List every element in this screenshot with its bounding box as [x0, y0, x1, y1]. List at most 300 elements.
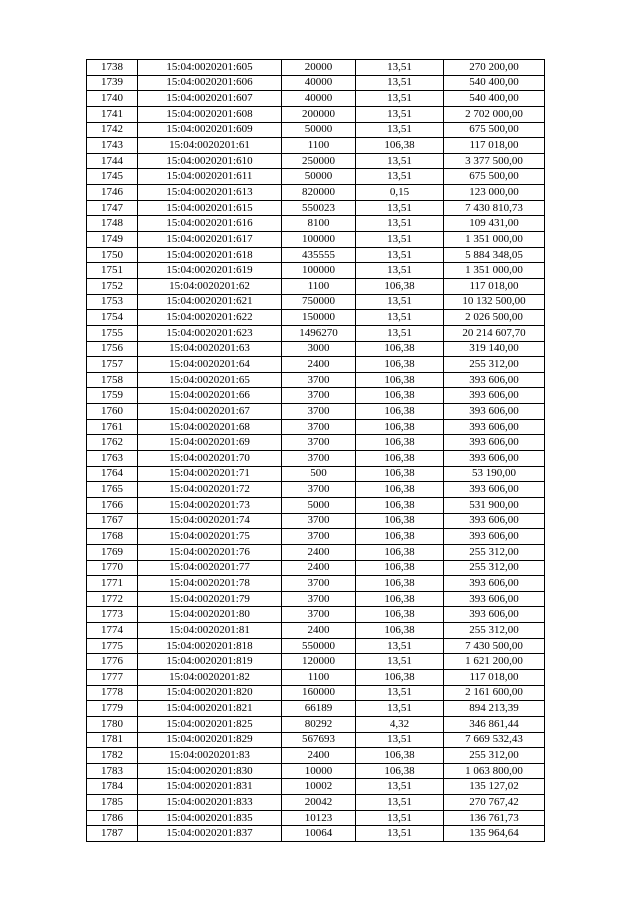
- rate-cell: 106,38: [356, 451, 444, 467]
- area-cell: 40000: [282, 75, 356, 91]
- rate-cell: 13,51: [356, 247, 444, 263]
- area-cell: 2400: [282, 544, 356, 560]
- area-cell: 20000: [282, 60, 356, 76]
- value-cell: 255 312,00: [444, 748, 545, 764]
- row-number-cell: 1753: [87, 294, 138, 310]
- rate-cell: 106,38: [356, 404, 444, 420]
- area-cell: 40000: [282, 91, 356, 107]
- value-cell: 1 351 000,00: [444, 232, 545, 248]
- table-row: [87, 482, 545, 498]
- row-number-cell: 1755: [87, 325, 138, 341]
- table-row: [87, 654, 545, 670]
- rate-cell: 106,38: [356, 497, 444, 513]
- rate-cell: 106,38: [356, 529, 444, 545]
- rate-cell: 4,32: [356, 716, 444, 732]
- cadastral-number-cell: 15:04:0020201:613: [138, 185, 282, 201]
- rate-cell: 13,51: [356, 232, 444, 248]
- cadastral-number-cell: 15:04:0020201:821: [138, 701, 282, 717]
- row-number-cell: 1776: [87, 654, 138, 670]
- row-number-cell: 1766: [87, 497, 138, 513]
- cadastral-number-cell: 15:04:0020201:622: [138, 310, 282, 326]
- area-cell: 160000: [282, 685, 356, 701]
- rate-cell: 13,51: [356, 216, 444, 232]
- table-row: [87, 169, 545, 185]
- table-row: [87, 200, 545, 216]
- area-cell: 1100: [282, 669, 356, 685]
- row-number-cell: 1765: [87, 482, 138, 498]
- table-row: [87, 278, 545, 294]
- area-cell: 80292: [282, 716, 356, 732]
- value-cell: 393 606,00: [444, 513, 545, 529]
- rate-cell: 106,38: [356, 669, 444, 685]
- table-row: [87, 513, 545, 529]
- value-cell: 393 606,00: [444, 591, 545, 607]
- area-cell: 500: [282, 466, 356, 482]
- area-cell: 2400: [282, 357, 356, 373]
- table-row: [87, 544, 545, 560]
- area-cell: 3700: [282, 513, 356, 529]
- value-cell: 7 430 810,73: [444, 200, 545, 216]
- cadastral-number-cell: 15:04:0020201:837: [138, 826, 282, 842]
- table-row: [87, 716, 545, 732]
- row-number-cell: 1756: [87, 341, 138, 357]
- table-row: [87, 607, 545, 623]
- value-cell: 894 213,39: [444, 701, 545, 717]
- area-cell: 10000: [282, 763, 356, 779]
- table-row: [87, 294, 545, 310]
- value-cell: 3 377 500,00: [444, 153, 545, 169]
- cadastral-number-cell: 15:04:0020201:80: [138, 607, 282, 623]
- row-number-cell: 1751: [87, 263, 138, 279]
- table-body: [87, 60, 545, 842]
- row-number-cell: 1767: [87, 513, 138, 529]
- value-cell: 393 606,00: [444, 388, 545, 404]
- rate-cell: 106,38: [356, 388, 444, 404]
- rate-cell: 13,51: [356, 779, 444, 795]
- row-number-cell: 1746: [87, 185, 138, 201]
- area-cell: 1100: [282, 278, 356, 294]
- table-row: [87, 138, 545, 154]
- cadastral-number-cell: 15:04:0020201:68: [138, 419, 282, 435]
- table-row: [87, 763, 545, 779]
- row-number-cell: 1768: [87, 529, 138, 545]
- value-cell: 255 312,00: [444, 544, 545, 560]
- area-cell: 3700: [282, 591, 356, 607]
- cadastral-number-cell: 15:04:0020201:833: [138, 795, 282, 811]
- table-row: [87, 560, 545, 576]
- cadastral-number-cell: 15:04:0020201:623: [138, 325, 282, 341]
- cadastral-number-cell: 15:04:0020201:81: [138, 623, 282, 639]
- row-number-cell: 1775: [87, 638, 138, 654]
- rate-cell: 106,38: [356, 419, 444, 435]
- rate-cell: 106,38: [356, 748, 444, 764]
- table-row: [87, 810, 545, 826]
- cadastral-number-cell: 15:04:0020201:79: [138, 591, 282, 607]
- cadastral-number-cell: 15:04:0020201:818: [138, 638, 282, 654]
- value-cell: 5 884 348,05: [444, 247, 545, 263]
- rate-cell: 13,51: [356, 325, 444, 341]
- value-cell: 393 606,00: [444, 419, 545, 435]
- table-row: [87, 388, 545, 404]
- value-cell: 10 132 500,00: [444, 294, 545, 310]
- table-row: [87, 701, 545, 717]
- cadastral-number-cell: 15:04:0020201:835: [138, 810, 282, 826]
- area-cell: 100000: [282, 232, 356, 248]
- value-cell: 393 606,00: [444, 435, 545, 451]
- row-number-cell: 1758: [87, 372, 138, 388]
- area-cell: 550023: [282, 200, 356, 216]
- row-number-cell: 1769: [87, 544, 138, 560]
- row-number-cell: 1749: [87, 232, 138, 248]
- area-cell: 2400: [282, 748, 356, 764]
- rate-cell: 13,51: [356, 263, 444, 279]
- value-cell: 393 606,00: [444, 529, 545, 545]
- table-row: [87, 795, 545, 811]
- cadastral-number-cell: 15:04:0020201:67: [138, 404, 282, 420]
- row-number-cell: 1773: [87, 607, 138, 623]
- cadastral-number-cell: 15:04:0020201:69: [138, 435, 282, 451]
- cadastral-number-cell: 15:04:0020201:605: [138, 60, 282, 76]
- area-cell: 3700: [282, 607, 356, 623]
- area-cell: 3700: [282, 372, 356, 388]
- cadastral-number-cell: 15:04:0020201:618: [138, 247, 282, 263]
- row-number-cell: 1771: [87, 576, 138, 592]
- area-cell: 1496270: [282, 325, 356, 341]
- value-cell: 675 500,00: [444, 122, 545, 138]
- rate-cell: 13,51: [356, 810, 444, 826]
- area-cell: 1100: [282, 138, 356, 154]
- cadastral-number-cell: 15:04:0020201:608: [138, 106, 282, 122]
- table-row: [87, 638, 545, 654]
- row-number-cell: 1778: [87, 685, 138, 701]
- value-cell: 1 351 000,00: [444, 263, 545, 279]
- rate-cell: 106,38: [356, 607, 444, 623]
- table-row: [87, 341, 545, 357]
- row-number-cell: 1752: [87, 278, 138, 294]
- value-cell: 255 312,00: [444, 357, 545, 373]
- area-cell: 3700: [282, 435, 356, 451]
- cadastral-number-cell: 15:04:0020201:606: [138, 75, 282, 91]
- rate-cell: 106,38: [356, 763, 444, 779]
- rate-cell: 106,38: [356, 576, 444, 592]
- table-row: [87, 576, 545, 592]
- row-number-cell: 1747: [87, 200, 138, 216]
- value-cell: 675 500,00: [444, 169, 545, 185]
- table-row: [87, 466, 545, 482]
- area-cell: 50000: [282, 122, 356, 138]
- value-cell: 1 063 800,00: [444, 763, 545, 779]
- rate-cell: 106,38: [356, 482, 444, 498]
- area-cell: 3700: [282, 576, 356, 592]
- area-cell: 50000: [282, 169, 356, 185]
- value-cell: 7 430 500,00: [444, 638, 545, 654]
- area-cell: 200000: [282, 106, 356, 122]
- table-row: [87, 669, 545, 685]
- land-parcel-table: [86, 59, 545, 842]
- table-row: [87, 623, 545, 639]
- row-number-cell: 1754: [87, 310, 138, 326]
- cadastral-number-cell: 15:04:0020201:63: [138, 341, 282, 357]
- rate-cell: 106,38: [356, 591, 444, 607]
- table-row: [87, 357, 545, 373]
- rate-cell: 106,38: [356, 372, 444, 388]
- cadastral-number-cell: 15:04:0020201:76: [138, 544, 282, 560]
- value-cell: 109 431,00: [444, 216, 545, 232]
- area-cell: 120000: [282, 654, 356, 670]
- area-cell: 3000: [282, 341, 356, 357]
- cadastral-number-cell: 15:04:0020201:73: [138, 497, 282, 513]
- rate-cell: 13,51: [356, 685, 444, 701]
- rate-cell: 106,38: [356, 278, 444, 294]
- area-cell: 820000: [282, 185, 356, 201]
- cadastral-number-cell: 15:04:0020201:65: [138, 372, 282, 388]
- area-cell: 3700: [282, 388, 356, 404]
- value-cell: 255 312,00: [444, 560, 545, 576]
- rate-cell: 13,51: [356, 75, 444, 91]
- table-row: [87, 122, 545, 138]
- table-row: [87, 247, 545, 263]
- cadastral-number-cell: 15:04:0020201:64: [138, 357, 282, 373]
- value-cell: 117 018,00: [444, 138, 545, 154]
- row-number-cell: 1779: [87, 701, 138, 717]
- area-cell: 10064: [282, 826, 356, 842]
- rate-cell: 13,51: [356, 826, 444, 842]
- table-row: [87, 435, 545, 451]
- row-number-cell: 1740: [87, 91, 138, 107]
- area-cell: 3700: [282, 451, 356, 467]
- table-row: [87, 185, 545, 201]
- cadastral-number-cell: 15:04:0020201:611: [138, 169, 282, 185]
- table-row: [87, 153, 545, 169]
- rate-cell: 13,51: [356, 732, 444, 748]
- rate-cell: 13,51: [356, 106, 444, 122]
- cadastral-number-cell: 15:04:0020201:83: [138, 748, 282, 764]
- cadastral-number-cell: 15:04:0020201:66: [138, 388, 282, 404]
- table-row: [87, 263, 545, 279]
- row-number-cell: 1745: [87, 169, 138, 185]
- value-cell: 1 621 200,00: [444, 654, 545, 670]
- area-cell: 66189: [282, 701, 356, 717]
- table-row: [87, 91, 545, 107]
- area-cell: 435555: [282, 247, 356, 263]
- table-row: [87, 826, 545, 842]
- cadastral-number-cell: 15:04:0020201:62: [138, 278, 282, 294]
- value-cell: 319 140,00: [444, 341, 545, 357]
- rate-cell: 106,38: [356, 357, 444, 373]
- area-cell: 5000: [282, 497, 356, 513]
- value-cell: 540 400,00: [444, 91, 545, 107]
- cadastral-number-cell: 15:04:0020201:77: [138, 560, 282, 576]
- area-cell: 8100: [282, 216, 356, 232]
- cadastral-number-cell: 15:04:0020201:619: [138, 263, 282, 279]
- cadastral-number-cell: 15:04:0020201:829: [138, 732, 282, 748]
- table-row: [87, 372, 545, 388]
- rate-cell: 13,51: [356, 294, 444, 310]
- rate-cell: 106,38: [356, 435, 444, 451]
- cadastral-number-cell: 15:04:0020201:819: [138, 654, 282, 670]
- row-number-cell: 1763: [87, 451, 138, 467]
- value-cell: 123 000,00: [444, 185, 545, 201]
- row-number-cell: 1786: [87, 810, 138, 826]
- row-number-cell: 1787: [87, 826, 138, 842]
- table-row: [87, 591, 545, 607]
- table-row: [87, 325, 545, 341]
- table-row: [87, 685, 545, 701]
- cadastral-number-cell: 15:04:0020201:71: [138, 466, 282, 482]
- row-number-cell: 1738: [87, 60, 138, 76]
- row-number-cell: 1761: [87, 419, 138, 435]
- area-cell: 3700: [282, 529, 356, 545]
- cadastral-number-cell: 15:04:0020201:75: [138, 529, 282, 545]
- cadastral-number-cell: 15:04:0020201:609: [138, 122, 282, 138]
- table-row: [87, 419, 545, 435]
- value-cell: 270 767,42: [444, 795, 545, 811]
- value-cell: 270 200,00: [444, 60, 545, 76]
- cadastral-number-cell: 15:04:0020201:72: [138, 482, 282, 498]
- table-row: [87, 529, 545, 545]
- table-row: [87, 232, 545, 248]
- cadastral-number-cell: 15:04:0020201:830: [138, 763, 282, 779]
- row-number-cell: 1780: [87, 716, 138, 732]
- rate-cell: 106,38: [356, 341, 444, 357]
- rate-cell: 13,51: [356, 60, 444, 76]
- row-number-cell: 1759: [87, 388, 138, 404]
- rate-cell: 106,38: [356, 560, 444, 576]
- value-cell: 135 127,02: [444, 779, 545, 795]
- value-cell: 7 669 532,43: [444, 732, 545, 748]
- row-number-cell: 1750: [87, 247, 138, 263]
- row-number-cell: 1774: [87, 623, 138, 639]
- cadastral-number-cell: 15:04:0020201:825: [138, 716, 282, 732]
- value-cell: 117 018,00: [444, 669, 545, 685]
- value-cell: 393 606,00: [444, 404, 545, 420]
- table-row: [87, 106, 545, 122]
- rate-cell: 13,51: [356, 638, 444, 654]
- rate-cell: 106,38: [356, 623, 444, 639]
- value-cell: 393 606,00: [444, 482, 545, 498]
- rate-cell: 13,51: [356, 200, 444, 216]
- table-row: [87, 404, 545, 420]
- cadastral-number-cell: 15:04:0020201:820: [138, 685, 282, 701]
- cadastral-number-cell: 15:04:0020201:610: [138, 153, 282, 169]
- table-row: [87, 748, 545, 764]
- rate-cell: 13,51: [356, 795, 444, 811]
- value-cell: 393 606,00: [444, 451, 545, 467]
- value-cell: 540 400,00: [444, 75, 545, 91]
- area-cell: 3700: [282, 404, 356, 420]
- table-row: [87, 451, 545, 467]
- row-number-cell: 1739: [87, 75, 138, 91]
- rate-cell: 13,51: [356, 701, 444, 717]
- value-cell: 135 964,64: [444, 826, 545, 842]
- area-cell: 10123: [282, 810, 356, 826]
- row-number-cell: 1762: [87, 435, 138, 451]
- value-cell: 393 606,00: [444, 576, 545, 592]
- value-cell: 117 018,00: [444, 278, 545, 294]
- rate-cell: 106,38: [356, 138, 444, 154]
- cadastral-number-cell: 15:04:0020201:61: [138, 138, 282, 154]
- row-number-cell: 1772: [87, 591, 138, 607]
- area-cell: 10002: [282, 779, 356, 795]
- cadastral-number-cell: 15:04:0020201:621: [138, 294, 282, 310]
- value-cell: 393 606,00: [444, 607, 545, 623]
- rate-cell: 13,51: [356, 310, 444, 326]
- row-number-cell: 1782: [87, 748, 138, 764]
- area-cell: 150000: [282, 310, 356, 326]
- cadastral-number-cell: 15:04:0020201:607: [138, 91, 282, 107]
- area-cell: 100000: [282, 263, 356, 279]
- rate-cell: 13,51: [356, 91, 444, 107]
- cadastral-number-cell: 15:04:0020201:617: [138, 232, 282, 248]
- value-cell: 2 026 500,00: [444, 310, 545, 326]
- value-cell: 2 161 600,00: [444, 685, 545, 701]
- area-cell: 2400: [282, 560, 356, 576]
- table-row: [87, 779, 545, 795]
- row-number-cell: 1743: [87, 138, 138, 154]
- row-number-cell: 1757: [87, 357, 138, 373]
- table-row: [87, 732, 545, 748]
- cadastral-number-cell: 15:04:0020201:615: [138, 200, 282, 216]
- value-cell: 20 214 607,70: [444, 325, 545, 341]
- rate-cell: 13,51: [356, 169, 444, 185]
- value-cell: 255 312,00: [444, 623, 545, 639]
- row-number-cell: 1770: [87, 560, 138, 576]
- value-cell: 2 702 000,00: [444, 106, 545, 122]
- rate-cell: 13,51: [356, 122, 444, 138]
- row-number-cell: 1741: [87, 106, 138, 122]
- row-number-cell: 1781: [87, 732, 138, 748]
- table-row: [87, 60, 545, 76]
- row-number-cell: 1764: [87, 466, 138, 482]
- value-cell: 136 761,73: [444, 810, 545, 826]
- row-number-cell: 1785: [87, 795, 138, 811]
- area-cell: 750000: [282, 294, 356, 310]
- value-cell: 393 606,00: [444, 372, 545, 388]
- area-cell: 20042: [282, 795, 356, 811]
- area-cell: 550000: [282, 638, 356, 654]
- cadastral-number-cell: 15:04:0020201:74: [138, 513, 282, 529]
- value-cell: 346 861,44: [444, 716, 545, 732]
- rate-cell: 106,38: [356, 466, 444, 482]
- cadastral-number-cell: 15:04:0020201:70: [138, 451, 282, 467]
- rate-cell: 13,51: [356, 153, 444, 169]
- value-cell: 53 190,00: [444, 466, 545, 482]
- table-row: [87, 216, 545, 232]
- cadastral-number-cell: 15:04:0020201:82: [138, 669, 282, 685]
- value-cell: 531 900,00: [444, 497, 545, 513]
- rate-cell: 106,38: [356, 513, 444, 529]
- row-number-cell: 1748: [87, 216, 138, 232]
- area-cell: 567693: [282, 732, 356, 748]
- row-number-cell: 1760: [87, 404, 138, 420]
- row-number-cell: 1744: [87, 153, 138, 169]
- rate-cell: 13,51: [356, 654, 444, 670]
- area-cell: 2400: [282, 623, 356, 639]
- row-number-cell: 1777: [87, 669, 138, 685]
- area-cell: 3700: [282, 482, 356, 498]
- area-cell: 3700: [282, 419, 356, 435]
- area-cell: 250000: [282, 153, 356, 169]
- table-row: [87, 310, 545, 326]
- row-number-cell: 1783: [87, 763, 138, 779]
- row-number-cell: 1784: [87, 779, 138, 795]
- table-row: [87, 497, 545, 513]
- rate-cell: 106,38: [356, 544, 444, 560]
- row-number-cell: 1742: [87, 122, 138, 138]
- table-row: [87, 75, 545, 91]
- cadastral-number-cell: 15:04:0020201:78: [138, 576, 282, 592]
- cadastral-number-cell: 15:04:0020201:831: [138, 779, 282, 795]
